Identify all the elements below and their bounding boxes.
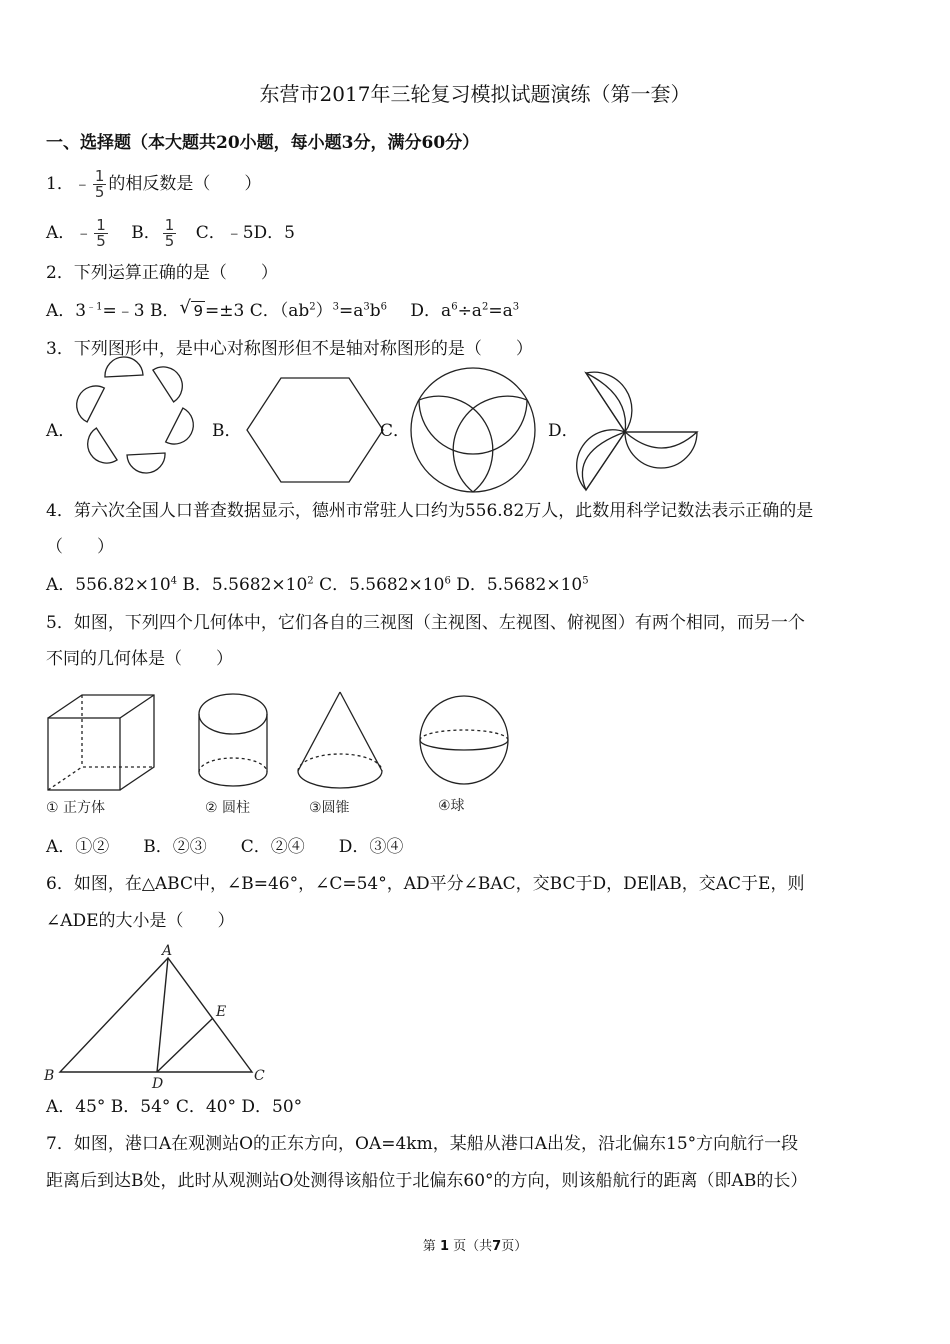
q6-point-b: B bbox=[44, 1068, 55, 1084]
q1-stem: 的相反数是（ ） bbox=[108, 174, 262, 194]
page-title: 东营市2017年三轮复习模拟试题演练（第一套） bbox=[259, 82, 691, 106]
question-6-line2: ∠ADE的大小是（ ） bbox=[46, 911, 235, 931]
q5-options: A．①② B．②③ C．②④ D．③④ bbox=[46, 837, 404, 857]
q3-figure-a-pinwheel bbox=[70, 357, 201, 473]
sqrt-symbol: √ 9 bbox=[179, 297, 203, 320]
q1-option-b-fraction: $\frac{1}{5}$ bbox=[164, 216, 175, 250]
question-3: 3．下列图形中，是中心对称图形但不是轴对称图形的是（ ） bbox=[46, 339, 533, 359]
page-footer: 第 1 页（共7页） bbox=[422, 1239, 528, 1254]
question-4-line1: 4．第六次全国人口普查数据显示，德州市常驻人口约为556.82万人，此数用科学记数法表示正确的是 bbox=[46, 501, 814, 521]
section-heading: 一、选择题（本大题共20小题，每小题3分，满分60分） bbox=[46, 133, 480, 153]
q5-label-cylinder: ② 圆柱 bbox=[205, 800, 251, 816]
q4-options: A．$556.82\times 10^4$ B．$5.5682\times 10^2$ C．$5.5682\times 10^6$ D．$5.5682\times 10^5$ bbox=[46, 575, 589, 595]
question-4-line2: （ ） bbox=[46, 537, 114, 557]
q1-option-d: D．5 bbox=[253, 223, 295, 243]
question-6-line1: 6．如图，在△ABC中，∠B=46°，∠C=54°，AD平分∠BAC，交BC于D，DE∥AB，交AC于E，则 bbox=[46, 874, 805, 894]
question-7-line2: 距离后到达B处，此时从观测站O处测得该船位于北偏东60°的方向，则该船航行的距离（即AB的长） bbox=[46, 1171, 808, 1191]
question-5-line2: 不同的几何体是（ ） bbox=[46, 649, 233, 669]
q6-point-e: E bbox=[216, 1004, 227, 1020]
q1-option-a-fraction: $\frac{1}{5}$ bbox=[96, 216, 106, 250]
q1-minus: ﹣ bbox=[73, 174, 91, 194]
q1-fraction: $\frac{1}{5}$ bbox=[94, 167, 105, 201]
question-2: 2．下列运算正确的是（ ） bbox=[46, 263, 278, 283]
q1-options: A．﹣ $\frac{1}{5}$ B． $\frac{1}{5}$ C．﹣5D．5 bbox=[46, 216, 295, 250]
question-7-line1: 7．如图，港口A在观测站O的正东方向，OA=4km，某船从港口A出发，沿北偏东15°方向航行一段 bbox=[46, 1134, 799, 1154]
q5-label-cube: ① 正方体 bbox=[46, 800, 106, 816]
q1-option-c: C．﹣5 bbox=[195, 223, 254, 243]
q6-point-d: D bbox=[152, 1076, 164, 1092]
q3-figure-d-blades bbox=[577, 372, 697, 490]
q6-point-c: C bbox=[254, 1068, 265, 1084]
q5-label-sphere: ④球 bbox=[438, 798, 465, 814]
q6-options: A．45° B．54° C．40° D．50° bbox=[46, 1097, 303, 1117]
q3-option-b-label: B． bbox=[212, 421, 242, 441]
q5-label-cone: ③圆锥 bbox=[309, 800, 350, 816]
q1-number: 1． bbox=[46, 174, 74, 194]
q5-figure-cone bbox=[298, 692, 382, 788]
q3-figure-b-hexagon bbox=[247, 378, 383, 482]
q3-option-a-label: A． bbox=[46, 421, 76, 441]
q3-option-d-label: D． bbox=[548, 421, 579, 441]
q5-figure-cylinder bbox=[199, 694, 267, 786]
q2-options: A．$3^{﹣1}=﹣3$ B． √ 9 =±3 C．$(ab^2)^3=a^3b^6$ D．$a^6\div a^2=a^3$ bbox=[46, 297, 520, 321]
page-total: 7 bbox=[492, 1239, 502, 1254]
q6-point-a: A bbox=[162, 943, 173, 959]
page-number: 1 bbox=[439, 1239, 449, 1254]
q5-figure-cube bbox=[48, 695, 154, 790]
q5-figure-sphere bbox=[420, 696, 508, 784]
question-5-line1: 5．如图，下列四个几何体中，它们各自的三视图（主视图、左视图、俯视图）有两个相同，而另一个 bbox=[46, 613, 805, 633]
q3-figure-c-circle-arcs bbox=[411, 368, 535, 492]
q3-option-c-label: C． bbox=[380, 421, 411, 441]
